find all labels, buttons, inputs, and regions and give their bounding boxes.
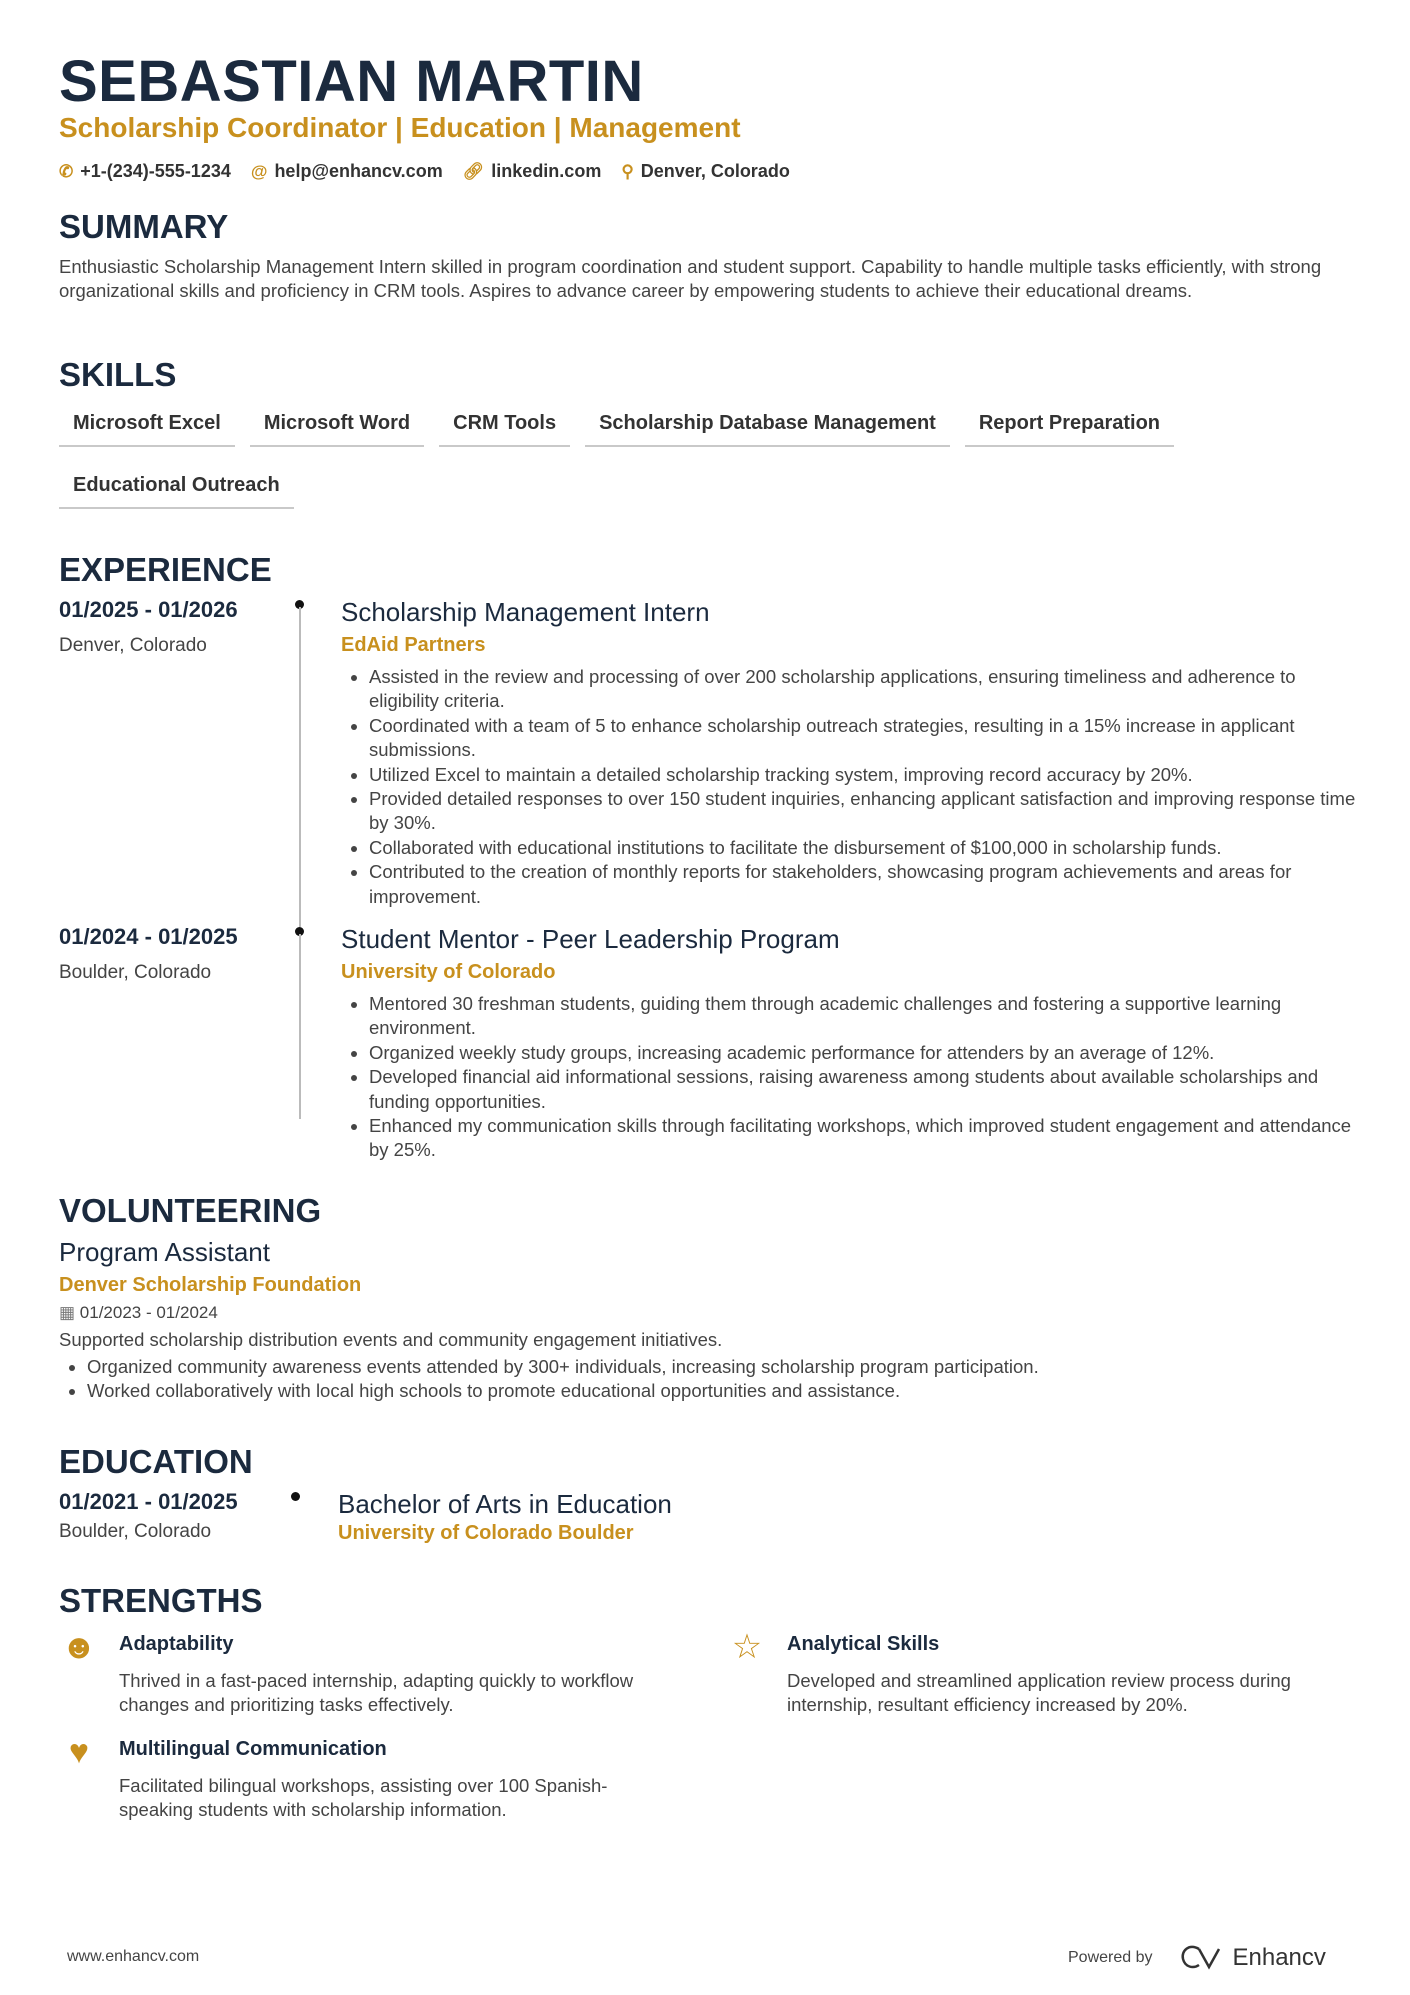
school-name: University of Colorado Boulder — [338, 1522, 634, 1544]
footer-site[interactable]: www.enhancv.com — [67, 1948, 200, 1965]
skills-list — [59, 408, 1361, 509]
strengths-heading: STRENGTHS — [59, 1582, 263, 1619]
contact-phone[interactable] — [59, 161, 231, 182]
skill-tag: Scholarship Database Management — [585, 408, 950, 447]
strength-title: Analytical Skills — [787, 1633, 940, 1655]
volunteer-date-row — [59, 1303, 1361, 1323]
company-name: EdAid Partners — [341, 634, 486, 656]
company-name: University of Colorado — [341, 961, 556, 983]
strength-desc: Thrived in a fast-paced internship, adapting quickly to workflow changes and prioritizing tasks effectively. — [119, 1670, 634, 1716]
timeline-line — [299, 607, 301, 927]
email-text: help@enhancv.com — [274, 161, 443, 181]
timeline-dot — [291, 1492, 300, 1501]
education-date: 01/2021 - 01/2025 — [59, 1489, 238, 1514]
phone-icon: ✆ — [59, 161, 74, 181]
contact-location — [621, 161, 790, 182]
skills-heading: SKILLS — [59, 356, 177, 393]
enhancv-logo — [1179, 1944, 1326, 1972]
contact-email[interactable] — [251, 161, 443, 182]
experience-date: 01/2025 - 01/2026 — [59, 597, 238, 622]
bullet-list — [341, 992, 1361, 1163]
powered-by-text: Powered by — [1068, 1949, 1153, 1966]
skill-tag: Microsoft Word — [250, 408, 424, 447]
contact-list — [59, 161, 790, 182]
experience-heading: EXPERIENCE — [59, 551, 272, 588]
bullet: • Worked collaboratively with local high schools to promote educational opportunities and assistance. — [87, 1379, 1361, 1403]
strength-desc: Facilitated bilingual workshops, assisting over 100 Spanish-speaking students with scholarship information. — [119, 1775, 608, 1821]
enhancv-logo-icon — [1179, 1945, 1225, 1971]
strength-title: Adaptability — [119, 1633, 234, 1655]
bullet-list — [59, 1355, 1361, 1404]
candidate-subtitle: Scholarship Coordinator | Education | Management — [59, 112, 741, 143]
volunteer-role: Program Assistant — [59, 1237, 270, 1267]
skill-tag: Microsoft Excel — [59, 408, 235, 447]
bullet: • Mentored 30 freshman students, guiding them through academic challenges and fostering a supportive learning environment. — [369, 992, 1361, 1041]
heart-icon: ♥ — [68, 1733, 90, 1771]
head-icon: ☻ — [61, 1628, 97, 1666]
bullet: • Contributed to the creation of monthly reports for stakeholders, showcasing program achievements and areas for improvement. — [369, 860, 1361, 909]
at-icon: @ — [250, 161, 268, 181]
bullet: • Assisted in the review and processing of over 200 scholarship applications, ensuring timeliness and adherence to eligibility criteria. — [369, 665, 1361, 714]
skill-tag: Educational Outreach — [59, 470, 294, 509]
experience-location: Denver, Colorado — [59, 635, 207, 656]
volunteering-item — [59, 1237, 1361, 1404]
volunteer-date: 01/2023 - 01/2024 — [79, 1303, 218, 1322]
volunteer-desc: Supported scholarship distribution events and community engagement initiatives. — [59, 1329, 723, 1350]
footer-powered — [1068, 1944, 1326, 1972]
bullet-list — [341, 665, 1361, 909]
skill-tag: CRM Tools — [439, 408, 570, 447]
bullet: • Utilized Excel to maintain a detailed scholarship tracking system, improving record accuracy by 20%. — [369, 763, 1361, 787]
job-title: Scholarship Management Intern — [341, 597, 710, 627]
bullet: • Organized community awareness events attended by 300+ individuals, increasing scholarship program participation. — [87, 1355, 1361, 1379]
bullet: • Coordinated with a team of 5 to enhance scholarship outreach strategies, resulting in a 15% increase in applicant submissions. — [369, 714, 1361, 763]
star-icon: ☆ — [731, 1628, 763, 1666]
location-icon: ⚲ — [621, 161, 634, 181]
bullet: • Developed financial aid informational sessions, raising awareness among students about available scholarships and funding opportunities. — [369, 1065, 1361, 1114]
timeline-line — [299, 934, 301, 1119]
education-heading: EDUCATION — [59, 1443, 253, 1480]
enhancv-brand: Enhancv — [1232, 1944, 1326, 1971]
linkedin-text: linkedin.com — [491, 161, 602, 181]
summary-heading: SUMMARY — [59, 208, 229, 245]
degree: Bachelor of Arts in Education — [338, 1489, 672, 1519]
candidate-name: SEBASTIAN MARTIN — [59, 49, 644, 114]
contact-linkedin[interactable] — [463, 161, 602, 182]
bullet: • Provided detailed responses to over 150 student inquiries, enhancing applicant satisfaction and improving response time by 30%. — [369, 787, 1361, 836]
bullet: • Organized weekly study groups, increasing academic performance for attenders by an average of 12%. — [369, 1041, 1361, 1065]
volunteer-org: Denver Scholarship Foundation — [59, 1274, 362, 1296]
strength-title: Multilingual Communication — [119, 1738, 387, 1760]
volunteering-heading: VOLUNTEERING — [59, 1192, 322, 1229]
strength-desc: Developed and streamlined application review process during internship, resultant efficiency increased by 20%. — [787, 1670, 1291, 1716]
summary-text: Enthusiastic Scholarship Management Intern skilled in program coordination and student support. Capability to handle multiple tasks efficiently, with strong organizational skills and proficiency in CRM tools. Aspires to advance career by empowering students to achieve their educational dreams. — [59, 256, 1322, 302]
bullet: • Enhanced my communication skills through facilitating workshops, which improved student engagement and attendance by 25%. — [369, 1114, 1361, 1163]
experience-location: Boulder, Colorado — [59, 962, 212, 983]
bullet: • Collaborated with educational institutions to facilitate the disbursement of $100,000 in scholarship funds. — [369, 836, 1361, 860]
education-location: Boulder, Colorado — [59, 1521, 212, 1542]
calendar-icon: ▦ — [59, 1303, 76, 1322]
experience-date: 01/2024 - 01/2025 — [59, 924, 238, 949]
location-text: Denver, Colorado — [640, 161, 790, 181]
skill-tag: Report Preparation — [965, 408, 1174, 447]
link-icon: 🔗︎ — [462, 161, 485, 181]
phone-text: +1-(234)-555-1234 — [80, 161, 231, 181]
job-title: Student Mentor - Peer Leadership Program — [341, 924, 840, 954]
